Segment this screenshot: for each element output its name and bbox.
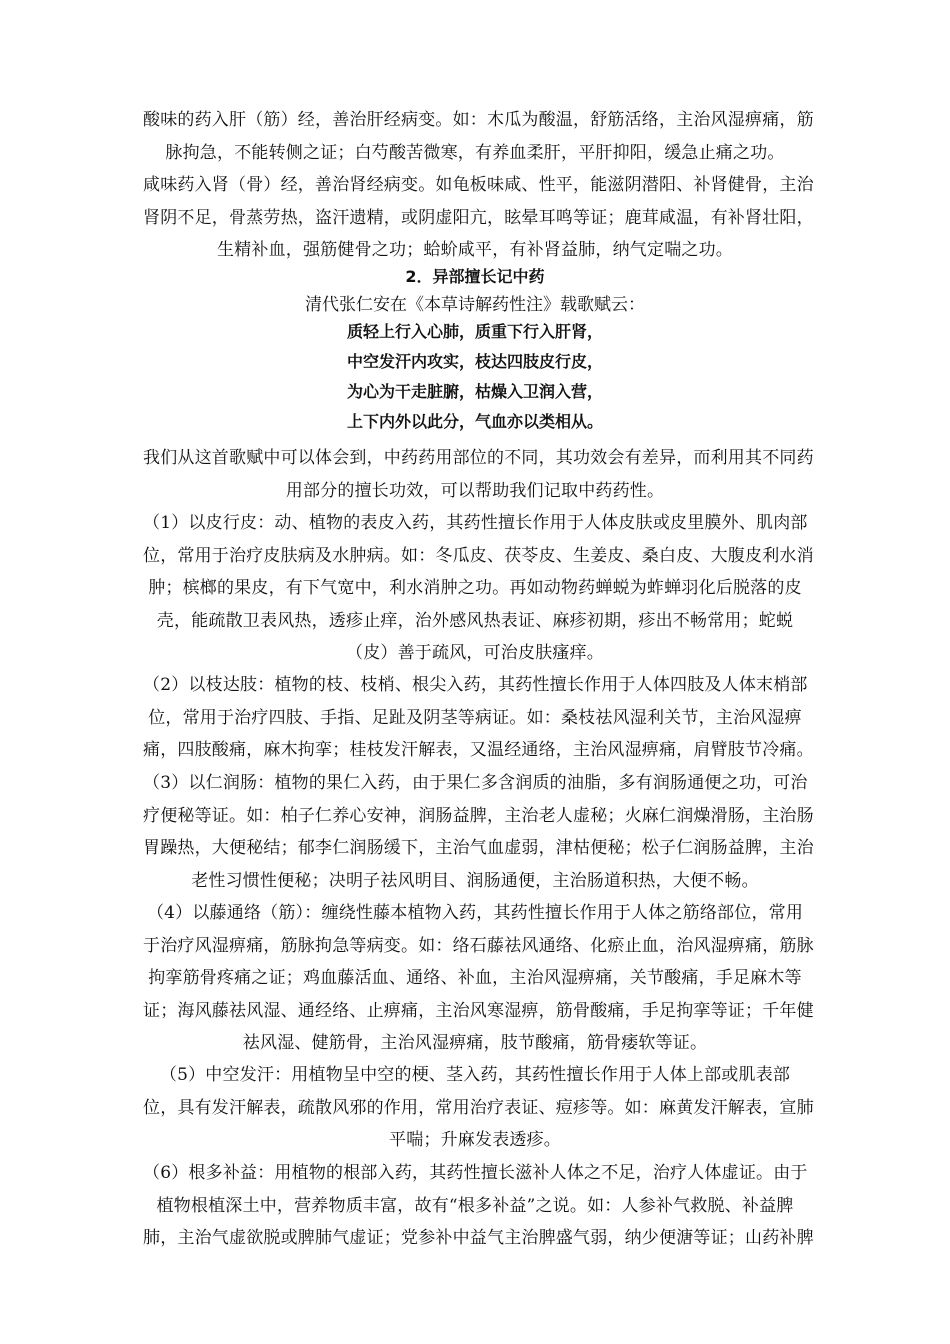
text-line: 祛风湿、健筋骨，主治风湿痹痛，肢节酸痛，筋骨痿软等证。 (242, 1033, 708, 1053)
text-line: 胃躁热，大便秘结；郁李仁润肠缓下，主治气血虚弱，津枯便秘；松子仁润肠益脾，主治 (143, 838, 814, 858)
text-line: 疗便秘等证。如：柏子仁养心安神，润肠益脾，主治老人虚秘；火麻仁润燥滑肠，主治肠 (143, 805, 814, 826)
text-line: （4）以藤通络（筋）：缠绕性藤本植物入药，其药性擅长作用于人体之筋络部位，常用 (146, 903, 804, 923)
text-line: 肺，主治气虚欲脱或脾肺气虚证；党参补中益气主治脾盛气弱，纳少便溏等证；山药补脾 (143, 1228, 814, 1248)
text-line: 用部分的擅长功效，可以帮助我们记取中药药性。 (285, 480, 665, 501)
poem-line: 为心为干走脏腑，枯燥入卫润入营， (346, 382, 603, 401)
item-3-paragraph (143, 767, 814, 897)
item-6-paragraph (143, 1157, 814, 1255)
text-line: 位，常用于治疗皮肤病及水肿病。如：冬瓜皮、茯苓皮、生姜皮、桑白皮、大腹皮利水消 (143, 545, 814, 566)
commentary-paragraph (143, 442, 814, 507)
text-line: （1）以皮行皮：动、植物的表皮入药，其药性擅长作用于人体皮肤或皮里膜外、肌肉部 (143, 513, 808, 533)
text-line: （6）根多补益：用植物的根部入药，其药性擅长滋补人体之不足，治疗人体虚证。由于 (143, 1163, 808, 1183)
text-line: 于治疗风湿痹痛，筋脉拘急等病变。如：络石藤祛风通络、化瘀止血，治风湿痹痛，筋脉 (143, 935, 814, 956)
text-line: 酸味的药入肝（筋）经，善治肝经病变。如：木瓜为酸温，舒筋活络，主治风湿痹痛，筋 (143, 110, 814, 130)
text-line: 肿；槟榔的果皮，有下气宽中，利水消肿之功。再如动物药蝉蜕为蚱蝉羽化后脱落的皮 (148, 578, 802, 598)
text-line: 生精补血，强筋健骨之功；蛤蚧咸平，有补肾益肺，纳气定喘之功。 (217, 240, 733, 260)
poem-line: 质轻上行入心肺，质重下行入肝肾， (346, 322, 603, 341)
poem (143, 317, 807, 437)
sour-taste-paragraph (143, 104, 814, 169)
poem-line: 中空发汗内攻实，枝达四肢皮行皮， (346, 352, 603, 371)
salty-taste-paragraph (143, 169, 814, 267)
item-5-paragraph (143, 1059, 814, 1157)
poem-line: 上下内外以此分，气血亦以类相从。 (346, 412, 603, 431)
section-heading: 2．异部擅长记中药 (405, 267, 545, 286)
text-line: （3）以仁润肠：植物的果仁入药，由于果仁多含润质的油脂，多有润肠通便之功，可治 (143, 773, 808, 793)
item-1-paragraph (143, 507, 814, 670)
item-2-paragraph (143, 669, 814, 767)
text-line: 脉拘急，不能转侧之证；白芍酸苦微寒，有养血柔肝，平肝抑阳，缓急止痛之功。 (165, 142, 785, 163)
text-line: 拘挛筋骨疼痛之证；鸡血藤活血、通络、补血，主治风湿痹痛，关节酸痛，手足麻木等 (148, 968, 802, 988)
text-line: （皮）善于疏风，可治皮肤瘙痒。 (346, 643, 604, 663)
text-line: 证；海风藤祛风湿、通经络、止痹痛，主治风寒湿痹，筋骨酸痛，手足拘挛等证；千年健 (143, 1000, 814, 1021)
text-line: （2）以枝达肢：植物的枝、枝梢、根尖入药，其药性擅长作用于人体四肢及人体末梢部 (143, 675, 808, 695)
text-line: 咸味药入肾（骨）经，善治肾经病变。如龟板味咸、性平，能滋阴潜阳、补肾健骨，主治 (143, 175, 814, 195)
text-line: 位，常用于治疗四肢、手指、足趾及阴茎等病证。如：桑枝祛风湿利关节，主治风湿痹 (148, 707, 802, 728)
text-line: 平喘；升麻发表透疹。 (389, 1130, 561, 1150)
text-line: 植物根植深土中，营养物质丰富，故有“根多补益”之说。如：人参补气救脱、补益脾 (156, 1195, 794, 1216)
text-line: 我们从这首歌赋中可以体会到，中药药用部位的不同，其功效会有差异，而利用其不同药 (143, 448, 814, 468)
text-line: 壳，能疏散卫表风热，透疹止痒，治外感风热表证、麻疹初期，疹出不畅常用；蛇蜕 (156, 610, 794, 631)
text-line: （5）中空发汗：用植物呈中空的梗、茎入药，其药性擅长作用于人体上部或肌表部 (159, 1065, 791, 1085)
text-line: 位，具有发汗解表，疏散风邪的作用，常用治疗表证、痘疹等。如：麻黄发汗解表，宣肺 (143, 1097, 814, 1118)
text-line: 老性习惯性便秘；决明子祛风明目、润肠通便，主治肠道积热，大便不畅。 (191, 870, 759, 891)
text-line: 肾阴不足，骨蒸劳热，盗汗遗精，或阴虚阳亢，眩晕耳鸣等证；鹿茸咸温，有补肾壮阳， (143, 207, 814, 228)
poem-intro: 清代张仁安在《本草诗解药性注》载歌赋云： (305, 295, 645, 315)
item-4-paragraph (143, 897, 814, 1060)
text-line: 痛，四肢酸痛，麻木拘挛；桂枝发汗解表，又温经通络，主治风湿痹痛，肩臂肢节冷痛。 (143, 740, 814, 760)
